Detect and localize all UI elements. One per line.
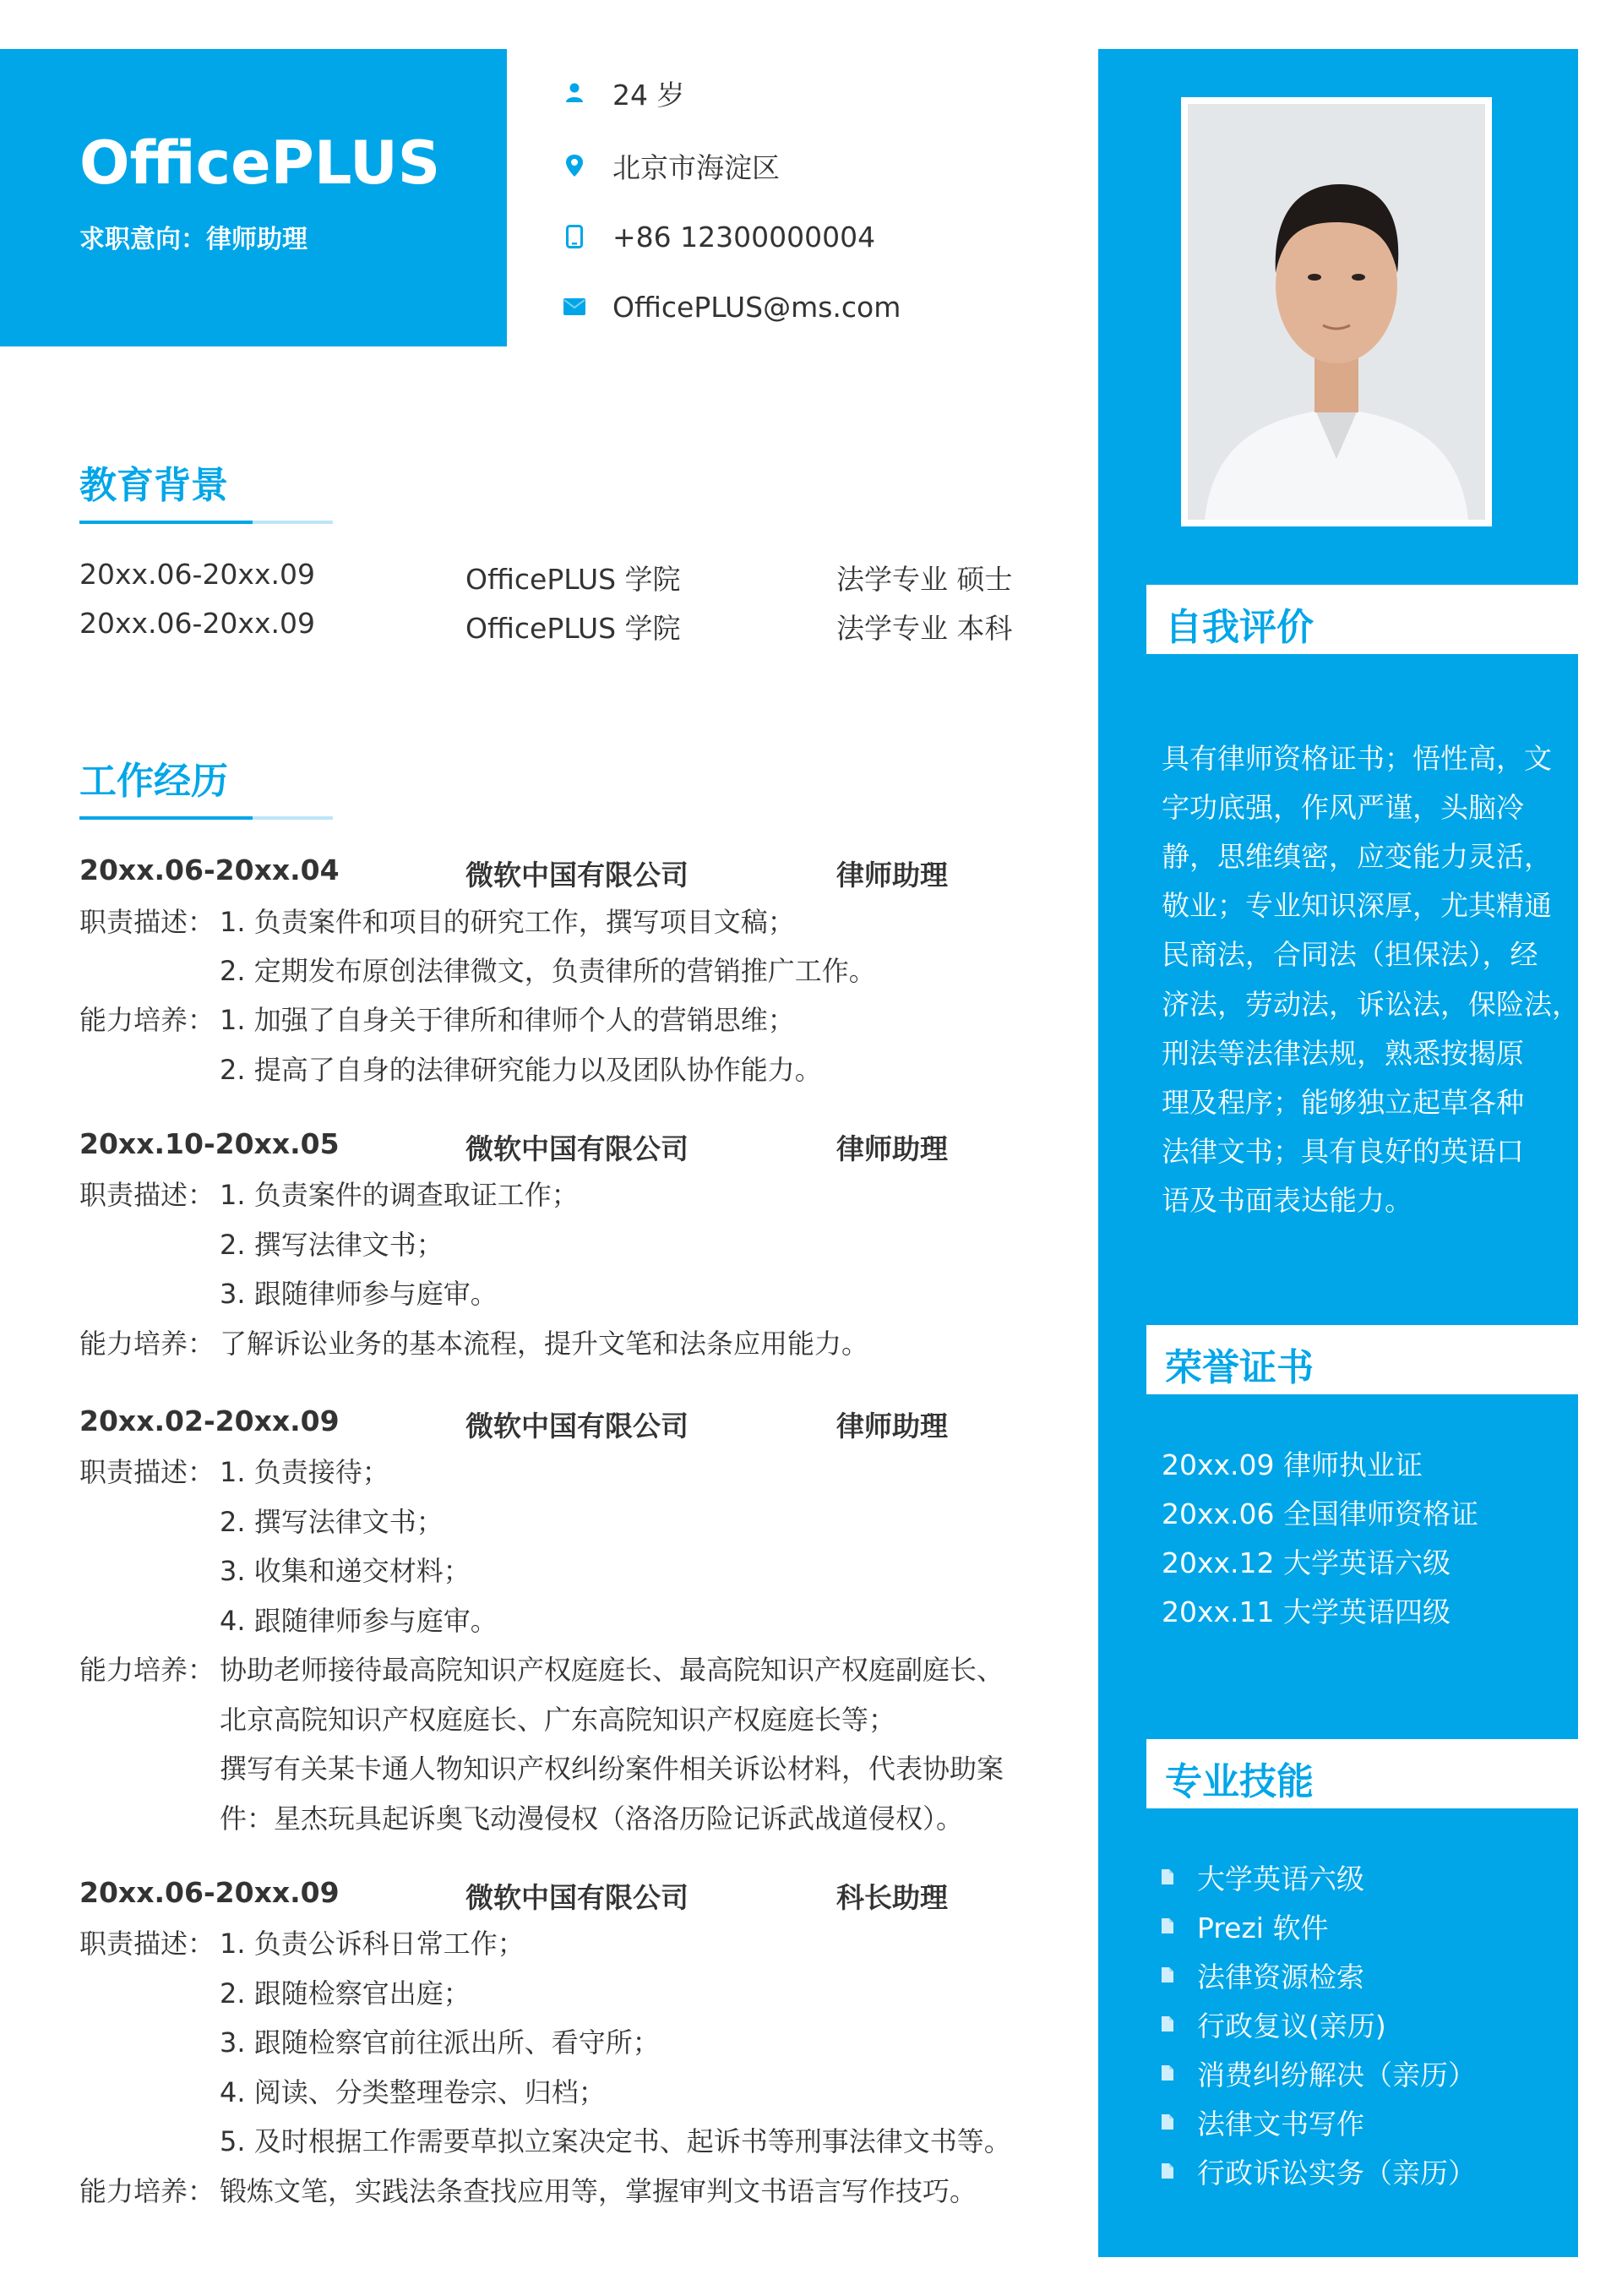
skills-title: 专业技能 xyxy=(1165,1760,1314,1803)
document-bullet-icon xyxy=(1162,1966,1175,1983)
skill-text: 行政诉讼实务（亲历） xyxy=(1197,2156,1476,2190)
honors-title: 荣誉证书 xyxy=(1165,1346,1314,1389)
job-date: 20xx.10-20xx.05 xyxy=(79,1127,340,1160)
self-eval-line: 济法，劳动法，诉讼法，保险法， xyxy=(1162,988,1580,1021)
job-line-label: 能力培养： xyxy=(79,2175,215,2207)
work-title: 工作经历 xyxy=(79,760,228,803)
education-title: 教育背景 xyxy=(79,464,228,507)
job-line-text: 5. 及时根据工作需要草拟立案决定书、起诉书等刑事法律文书等。 xyxy=(220,2125,1011,2157)
education-row xyxy=(79,551,1051,598)
candidate-name: OfficePLUS xyxy=(79,128,441,198)
job-line-label: 职责描述： xyxy=(79,1928,215,1960)
self-eval-line: 静，思维缜密，应变能力灵活， xyxy=(1162,840,1552,873)
education-date: 20xx.06-20xx.09 xyxy=(79,558,315,591)
education-row xyxy=(79,600,1051,647)
contact-phone-text: +86 12300000004 xyxy=(612,220,876,254)
honors-label xyxy=(1146,1325,1578,1394)
honor-item: 20xx.12 大学英语六级 xyxy=(1162,1546,1451,1579)
skill-item xyxy=(1162,2150,1476,2192)
skill-text: 大学英语六级 xyxy=(1197,1862,1364,1895)
self-eval-line: 民商法，合同法（担保法），经 xyxy=(1162,938,1538,971)
job-company: 微软中国有限公司 xyxy=(465,1132,689,1165)
job-line-label: 职责描述： xyxy=(79,1456,215,1488)
job-line-text: 4. 跟随律师参与庭审。 xyxy=(220,1605,498,1637)
skill-text: Prezi 软件 xyxy=(1197,1911,1329,1944)
job-line-text: 2. 撰写法律文书； xyxy=(220,1229,444,1261)
contact-age xyxy=(562,68,684,118)
skills-label xyxy=(1146,1739,1578,1808)
honor-item: 20xx.11 大学英语四级 xyxy=(1162,1595,1451,1628)
job-line-text: 1. 负责接待； xyxy=(220,1456,389,1488)
job-header xyxy=(79,847,1051,894)
job-company: 微软中国有限公司 xyxy=(465,1410,689,1442)
contact-phone xyxy=(562,211,875,262)
document-bullet-icon xyxy=(1162,1868,1175,1885)
job-line-text: 1. 负责案件的调查取证工作； xyxy=(220,1179,579,1211)
job-line-label: 能力培养： xyxy=(79,1004,215,1036)
job-line-text: 了解诉讼业务的基本流程，提升文笔和法条应用能力。 xyxy=(220,1328,869,1360)
education-major: 法学专业 本科 xyxy=(836,612,1013,645)
self-eval-line: 法律文书；具有良好的英语口 xyxy=(1162,1135,1524,1168)
self-eval-label xyxy=(1146,585,1578,654)
job-header xyxy=(79,1398,1051,1445)
education-school: OfficePLUS 学院 xyxy=(465,612,681,645)
document-bullet-icon xyxy=(1162,2064,1175,2081)
job-role: 科长助理 xyxy=(836,1881,948,1914)
job-line-label: 职责描述： xyxy=(79,1179,215,1211)
portrait-photo xyxy=(1188,104,1485,520)
job-header xyxy=(79,1869,1051,1917)
work-title-underline xyxy=(79,816,333,820)
document-bullet-icon xyxy=(1162,1917,1175,1934)
job-line-label: 能力培养： xyxy=(79,1654,215,1686)
job-line-text: 3. 收集和递交材料； xyxy=(220,1555,471,1587)
skill-item xyxy=(1162,2052,1476,2094)
job-company: 微软中国有限公司 xyxy=(465,1881,689,1914)
job-company: 微软中国有限公司 xyxy=(465,859,689,892)
job-line-text: 2. 跟随检察官出庭； xyxy=(220,1977,471,2010)
education-school: OfficePLUS 学院 xyxy=(465,563,681,596)
document-bullet-icon xyxy=(1162,2162,1175,2179)
job-line-text: 协助老师接待最高院知识产权庭庭长、最高院知识产权庭副庭长、 xyxy=(220,1654,1004,1686)
job-intent: 求职意向：律师助理 xyxy=(79,225,308,254)
phone-icon xyxy=(562,224,587,249)
job-date: 20xx.02-20xx.09 xyxy=(79,1404,340,1437)
job-line-text: 件：星杰玩具起诉奥飞动漫侵权（洛洛历险记诉武战道侵权）。 xyxy=(220,1802,964,1835)
mail-icon xyxy=(562,294,587,319)
self-eval-title: 自我评价 xyxy=(1165,606,1314,649)
job-line-label: 职责描述： xyxy=(79,906,215,938)
job-line-text: 锻炼文笔，实践法条查找应用等，掌握审判文书语言写作技巧。 xyxy=(220,2175,977,2207)
job-line-text: 撰写有关某卡通人物知识产权纠纷案件相关诉讼材料，代表协助案 xyxy=(220,1753,1004,1785)
self-eval-line: 语及书面表达能力。 xyxy=(1162,1184,1412,1217)
header-block xyxy=(0,49,507,346)
contact-location xyxy=(562,140,780,191)
contact-email xyxy=(562,281,901,332)
contact-email-text: OfficePLUS@ms.com xyxy=(612,290,901,324)
self-eval-line: 敬业；专业知识深厚，尤其精通 xyxy=(1162,889,1552,922)
job-line-text: 1. 负责案件和项目的研究工作，撰写项目文稿； xyxy=(220,906,795,938)
job-date: 20xx.06-20xx.04 xyxy=(79,854,340,886)
skill-item xyxy=(1162,2003,1386,2045)
document-bullet-icon xyxy=(1162,2113,1175,2130)
honor-item: 20xx.06 全国律师资格证 xyxy=(1162,1497,1479,1530)
job-line-text: 3. 跟随律师参与庭审。 xyxy=(220,1278,498,1310)
education-major: 法学专业 硕士 xyxy=(836,563,1013,596)
contact-age-text: 24 岁 xyxy=(612,78,685,112)
job-line-text: 4. 阅读、分类整理卷宗、归档； xyxy=(220,2076,606,2108)
honor-item: 20xx.09 律师执业证 xyxy=(1162,1448,1423,1481)
job-line-text: 1. 加强了自身关于律所和律师个人的营销思维； xyxy=(220,1004,795,1036)
education-date: 20xx.06-20xx.09 xyxy=(79,607,315,640)
skill-item xyxy=(1162,1856,1364,1898)
job-line-text: 1. 负责公诉科日常工作； xyxy=(220,1928,525,1960)
job-line-text: 2. 提高了自身的法律研究能力以及团队协作能力。 xyxy=(220,1054,822,1086)
job-header xyxy=(79,1121,1051,1168)
job-line-label: 能力培养： xyxy=(79,1328,215,1360)
contact-location-text: 北京市海淀区 xyxy=(612,150,780,184)
job-role: 律师助理 xyxy=(836,1410,948,1442)
job-line-text: 2. 定期发布原创法律微文，负责律所的营销推广工作。 xyxy=(220,955,876,987)
skill-text: 行政复议(亲历) xyxy=(1197,2009,1386,2042)
job-date: 20xx.06-20xx.09 xyxy=(79,1876,340,1909)
skill-item xyxy=(1162,1954,1364,1996)
self-eval-line: 刑法等法律法规，熟悉按揭原 xyxy=(1162,1037,1524,1070)
person-icon xyxy=(562,80,587,106)
job-line-text: 2. 撰写法律文书； xyxy=(220,1506,444,1538)
job-line-text: 3. 跟随检察官前往派出所、看守所； xyxy=(220,2026,660,2059)
self-eval-line: 具有律师资格证书；悟性高，文 xyxy=(1162,742,1552,775)
job-line-text: 北京高院知识产权庭庭长、广东高院知识产权庭庭长等； xyxy=(220,1704,896,1736)
skill-text: 法律资源检索 xyxy=(1197,1960,1364,1993)
skill-text: 消费纠纷解决（亲历） xyxy=(1197,2058,1476,2091)
skill-item xyxy=(1162,2101,1364,2143)
skill-item xyxy=(1162,1905,1328,1947)
self-eval-line: 字功底强，作风严谨，头脑冷 xyxy=(1162,791,1524,824)
education-title-underline xyxy=(79,521,333,524)
location-pin-icon xyxy=(562,153,587,178)
skill-text: 法律文书写作 xyxy=(1197,2107,1364,2141)
self-eval-line: 理及程序；能够独立起草各种 xyxy=(1162,1086,1524,1119)
job-role: 律师助理 xyxy=(836,859,948,892)
document-bullet-icon xyxy=(1162,2015,1175,2032)
job-role: 律师助理 xyxy=(836,1132,948,1165)
